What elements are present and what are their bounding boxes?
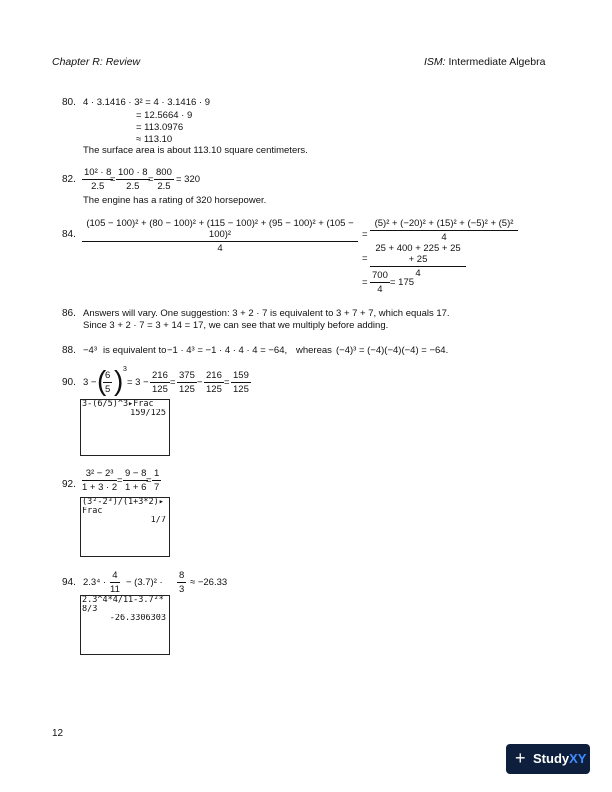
p94-frac1 xyxy=(110,570,120,595)
problem-88-number: 88. xyxy=(62,345,76,356)
p92-frac1-den: 1 + 3 · 2 xyxy=(82,482,118,493)
p88-d: (−4)³ = (−4)(−4)(−4) = −64. xyxy=(336,345,449,356)
p84-r3-den: 4 xyxy=(377,284,383,295)
p90-frac4 xyxy=(204,370,224,395)
p80-step4: ≈ 113.10 xyxy=(136,134,173,145)
problem-82-number: 82. xyxy=(62,174,76,185)
p86-line1: Answers will vary. One suggestion: 3 + 2 · 7 is equivalent to 3 + 7 + 7, which equals 17. xyxy=(83,308,450,319)
p84-eq1: = xyxy=(362,229,368,240)
p94-frac2-num: 8 xyxy=(179,570,185,581)
p94-calc-line3: -26.3306303 xyxy=(109,614,166,623)
p94-frac2-den: 3 xyxy=(179,584,185,595)
ism-label: ISM: xyxy=(424,56,446,68)
p94-frac1-num: 4 xyxy=(110,570,120,583)
p90-frac5 xyxy=(231,370,251,395)
p82-eq2: = xyxy=(148,174,154,185)
problem-92-number: 92. xyxy=(62,479,76,490)
p94-calculator-screen xyxy=(80,595,170,655)
p82-result: = 320 xyxy=(176,174,201,185)
p92-calc-line3: 1/7 xyxy=(150,516,166,525)
p90-frac1-num: 6 xyxy=(105,370,111,381)
p90-frac3-den: 125 xyxy=(179,384,195,395)
p92-frac2-den: 1 + 6 xyxy=(125,482,147,493)
ism-title: Intermediate Algebra xyxy=(448,56,546,68)
p90-minus: − xyxy=(197,377,203,388)
p92-eq1: = xyxy=(117,475,123,486)
p90-power: 3 xyxy=(123,366,127,373)
p82-frac2 xyxy=(116,167,150,192)
p92-frac1-num: 3² − 2³ xyxy=(82,468,117,481)
p92-calculator-screen xyxy=(80,497,170,557)
p90-calculator-screen xyxy=(80,399,170,456)
p90-frac2 xyxy=(150,370,170,395)
p84-r2-num: 25 + 400 + 225 + 25 + 25 xyxy=(370,243,466,267)
p90-frac4-den: 125 xyxy=(206,384,222,395)
page-number: 12 xyxy=(52,728,64,739)
p92-frac3-den: 7 xyxy=(154,482,160,493)
p92-eq2: = xyxy=(146,475,152,486)
p90-frac5-num: 159 xyxy=(233,370,249,381)
p84-r1-num: (5)² + (−20)² + (15)² + (−5)² + (5)² xyxy=(370,218,518,231)
p94-frac2 xyxy=(177,570,186,595)
logo-xy: XY xyxy=(569,751,587,766)
p82-frac2-num: 100 · 8 xyxy=(118,167,148,178)
p82-frac3 xyxy=(154,167,174,192)
p90-eq2: = xyxy=(224,377,230,388)
p90-frac3 xyxy=(177,370,197,395)
p82-frac1 xyxy=(82,167,113,192)
p82-frac2-den: 2.5 xyxy=(126,181,140,192)
p88-b: −1 · 4³ = −1 · 4 · 4 · 4 = −64, xyxy=(167,345,288,356)
logo-study: Study xyxy=(533,751,570,766)
p84-r3-frac xyxy=(370,270,390,295)
p80-conclusion: The surface area is about 113.10 square centimeters. xyxy=(83,145,308,156)
p90-calc-line1: 3-(6/5)^3▸Frac xyxy=(82,400,154,409)
p82-frac3-den: 2.5 xyxy=(157,181,171,192)
p80-step3: = 113.0976 xyxy=(136,122,184,133)
problem-84-number: 84. xyxy=(62,229,76,240)
p92-calc-line2: Frac xyxy=(82,507,103,516)
p84-result: = 175 xyxy=(390,277,415,288)
problem-94-number: 94. xyxy=(62,577,76,588)
p84-r2-den: 4 xyxy=(415,268,421,279)
p90-frac1-den: 5 xyxy=(105,384,111,395)
p86-line2: Since 3 + 2 · 7 = 3 + 14 = 17, we can see that we multiply before adding. xyxy=(83,320,389,331)
p90-mid: = 3 − xyxy=(127,377,149,388)
p90-frac2-den: 125 xyxy=(152,384,168,395)
p90-frac5-den: 125 xyxy=(233,384,249,395)
p94-frac1-den: 11 xyxy=(110,584,120,595)
p82-frac1-num: 10² · 8 xyxy=(84,167,112,178)
p82-conclusion: The engine has a rating of 320 horsepower. xyxy=(83,195,267,206)
p92-frac3 xyxy=(152,468,161,493)
p84-left-frac xyxy=(82,218,358,254)
p90-lparen: ( xyxy=(97,365,107,396)
p90-calc-line2: 159/125 xyxy=(130,409,166,418)
logo-text xyxy=(533,751,586,766)
p94-result: ≈ −26.33 xyxy=(190,577,228,588)
problem-90-number: 90. xyxy=(62,377,76,388)
p92-frac3-num: 1 xyxy=(154,468,160,479)
p84-r1-frac xyxy=(370,218,518,243)
chapter-title: Chapter R: Review xyxy=(52,56,141,68)
p90-frac4-num: 216 xyxy=(206,370,222,381)
p90-eq1: = xyxy=(170,377,176,388)
p80-step2: = 12.5664 · 9 xyxy=(136,110,193,121)
p90-pre: 3 − xyxy=(83,377,97,388)
p84-left-num: (105 − 100)² + (80 − 100)² + (115 − 100)² + (95 − 100)² + (105 − 100)² xyxy=(82,218,358,242)
p90-frac2-num: 216 xyxy=(152,370,168,381)
p90-frac3-num: 375 xyxy=(179,370,195,381)
plus-icon: + xyxy=(515,748,526,768)
p94-calc-line1: 2.3^4*4/11-3.7²* xyxy=(82,596,164,605)
p84-eq3: = xyxy=(362,277,368,288)
p92-frac2 xyxy=(123,468,148,493)
studyxy-logo[interactable] xyxy=(506,744,590,774)
p82-eq1: = xyxy=(110,174,116,185)
problem-86-number: 86. xyxy=(62,308,76,319)
p94-pre: 2.3⁴ · xyxy=(83,577,107,588)
p84-r3-num: 700 xyxy=(372,270,388,281)
p92-frac2-num: 9 − 8 xyxy=(125,468,147,479)
p88-c: whereas xyxy=(296,345,332,356)
p94-mid: − (3.7)² · xyxy=(126,577,163,588)
p94-calc-line2: 8/3 xyxy=(82,605,98,614)
p84-left-den: 4 xyxy=(217,243,223,254)
problem-80-number: 80. xyxy=(62,97,76,108)
p88-a: −4³ xyxy=(83,345,97,356)
p92-calc-line1: (3²-2³)/(1+3*2)▸ xyxy=(82,498,164,507)
p92-frac1 xyxy=(82,468,117,493)
p90-frac1 xyxy=(103,370,112,395)
p82-frac1-den: 2.5 xyxy=(91,181,105,192)
book-title xyxy=(424,56,545,68)
p90-rparen: ) xyxy=(114,365,124,396)
p82-frac3-num: 800 xyxy=(156,167,172,178)
p84-r1-den: 4 xyxy=(441,232,447,243)
p88-mid: is equivalent to xyxy=(103,345,167,356)
p84-eq2: = xyxy=(362,253,368,264)
p80-step1: 4 · 3.1416 · 3² = 4 · 3.1416 · 9 xyxy=(83,97,211,108)
